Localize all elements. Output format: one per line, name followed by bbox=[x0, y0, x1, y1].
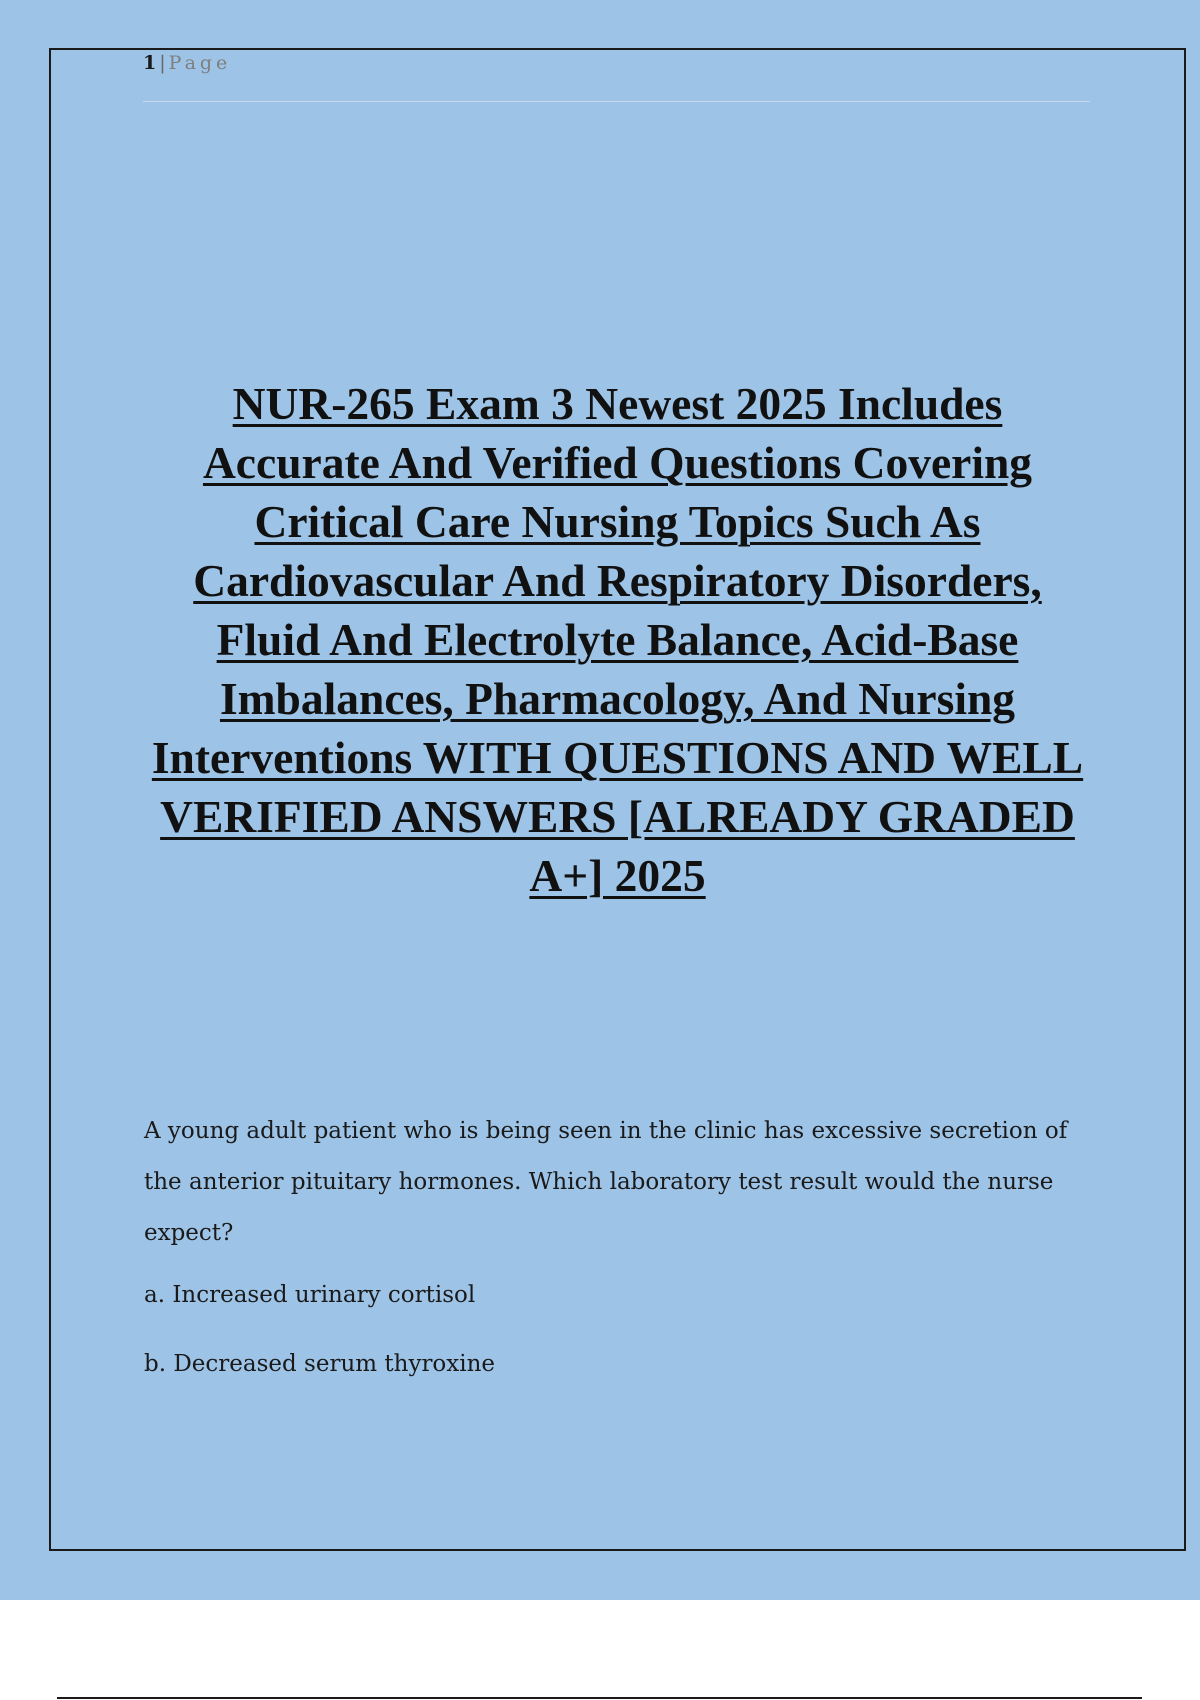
page-header bbox=[143, 52, 231, 74]
question-text: A young adult patient who is being seen in the clinic has excessive secretion of the anterior pituitary hormones. Which laboratory test result would the nurse expect? bbox=[144, 1118, 1068, 1246]
next-page-divider bbox=[57, 1697, 1142, 1699]
answer-option-a: a. Increased urinary cortisol bbox=[144, 1282, 476, 1308]
document-title: NUR-265 Exam 3 Newest 2025 Includes Accurate And Verified Questions Covering Critical Care Nursing Topics Such As Cardiovascular And Respiratory Disorders, Fluid And Electrolyte Balance, Acid-Base Imbalances, Pharmacology, And Nursing Interventions WITH QUESTIONS AND WELL VERIFIED ANSWERS [ALREADY GRADED A+] 2025 bbox=[151, 378, 1084, 901]
page-label: Page bbox=[168, 52, 232, 74]
header-divider bbox=[143, 101, 1090, 102]
answer-option-b: b. Decreased serum thyroxine bbox=[144, 1351, 496, 1377]
page-header-separator: | bbox=[159, 52, 167, 74]
page-number: 1 bbox=[143, 52, 158, 74]
